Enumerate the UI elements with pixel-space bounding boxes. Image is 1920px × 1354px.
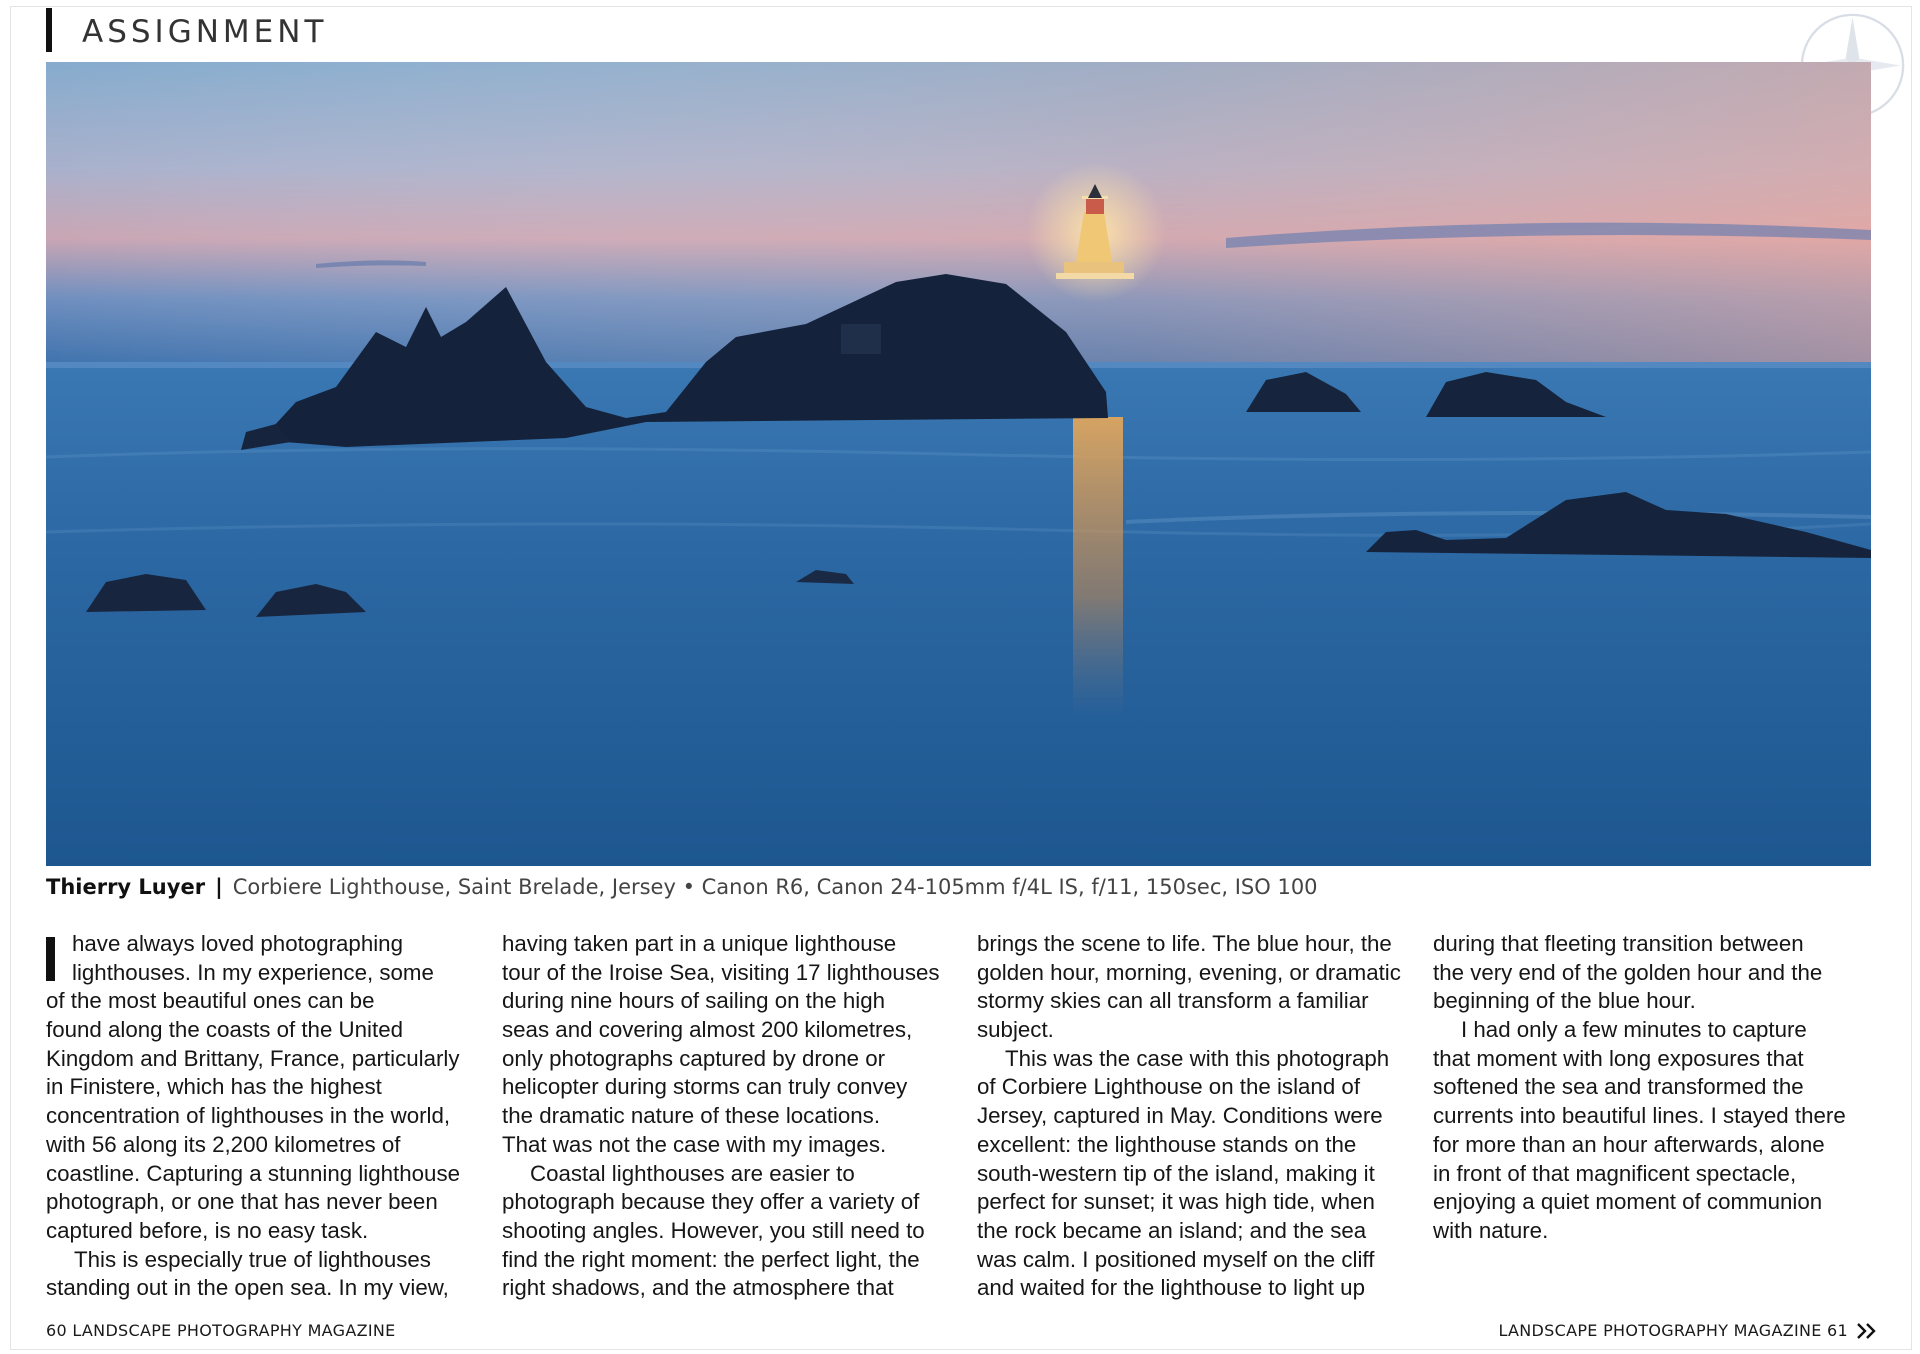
folio-left-page-number: 60 LANDSCAPE PHOTOGRAPHY MAGAZINE: [46, 1321, 396, 1340]
caption-separator: |: [215, 875, 223, 899]
text-line: currents into beautiful lines. I stayed there: [1433, 1103, 1846, 1129]
text-line: That was not the case with my images.: [502, 1131, 887, 1157]
text-line: softened the sea and transformed the: [1433, 1074, 1804, 1100]
photographer-name: Thierry Luyer: [46, 875, 206, 899]
text-line: subject.: [977, 1017, 1054, 1043]
section-title: ASSIGNMENT: [82, 14, 328, 50]
lighthouse-photo: [46, 62, 1871, 866]
text-line: stormy skies can all transform a familiar: [977, 988, 1369, 1014]
text-line: south-western tip of the island, making it: [977, 1160, 1375, 1186]
text-line: for more than an hour afterwards, alone: [1433, 1131, 1825, 1157]
article-column-2: [502, 930, 940, 1303]
article-column-1: [46, 930, 460, 1303]
text-line: that moment with long exposures that: [1433, 1045, 1804, 1071]
text-line: helicopter during storms can truly convey: [502, 1074, 908, 1100]
text-line: in Finistere, which has the highest: [46, 1074, 382, 1100]
text-line: lighthouses. In my experience, some: [72, 959, 434, 985]
text-line: found along the coasts of the United: [46, 1017, 404, 1043]
text-line: This is especially true of lighthouses: [74, 1246, 431, 1272]
text-line: photograph, or one that has never been: [46, 1189, 438, 1215]
text-line: of Corbiere Lighthouse on the island of: [977, 1074, 1361, 1100]
text-line: with nature.: [1433, 1217, 1549, 1243]
text-line: seas and covering almost 200 kilometres,: [502, 1017, 913, 1043]
text-line: the dramatic nature of these locations.: [502, 1103, 881, 1129]
folio-right-page-number: LANDSCAPE PHOTOGRAPHY MAGAZINE 61: [1498, 1321, 1848, 1340]
text-line: Jersey, captured in May. Conditions were: [977, 1103, 1383, 1129]
photo-details: Corbiere Lighthouse, Saint Brelade, Jersey • Canon R6, Canon 24-105mm f/4L IS, f/11, 150sec, ISO 100: [232, 875, 1318, 899]
text-line: shooting angles. However, you still need to: [502, 1217, 925, 1243]
text-line: having taken part in a unique lighthouse: [502, 931, 897, 956]
text-line: have always loved photographing: [72, 931, 403, 956]
text-line: in front of that magnificent spectacle,: [1433, 1160, 1797, 1186]
text-line: captured before, is no easy task.: [46, 1217, 369, 1243]
text-line: Coastal lighthouses are easier to: [530, 1160, 855, 1186]
drop-cap-letter: [46, 937, 55, 981]
text-line: with 56 along its 2,200 kilometres of: [46, 1131, 401, 1157]
text-line: I had only a few minutes to capture: [1461, 1017, 1807, 1043]
text-line: and waited for the lighthouse to light up: [977, 1275, 1365, 1301]
text-line: standing out in the open sea. In my view,: [46, 1275, 449, 1301]
text-line: the very end of the golden hour and the: [1433, 959, 1823, 985]
text-line: only photographs captured by drone or: [502, 1045, 886, 1071]
text-line: right shadows, and the atmosphere that: [502, 1275, 894, 1301]
text-line: of the most beautiful ones can be: [46, 988, 375, 1014]
text-line: golden hour, morning, evening, or dramatic: [977, 959, 1401, 985]
text-line: find the right moment: the perfect light, the: [502, 1246, 920, 1272]
text-line: coastline. Capturing a stunning lighthouse: [46, 1160, 461, 1186]
text-line: This was the case with this photograph: [1005, 1045, 1390, 1071]
text-line: brings the scene to life. The blue hour, the: [977, 931, 1392, 956]
text-line: tour of the Iroise Sea, visiting 17 lighthouses: [502, 959, 940, 985]
text-line: photograph because they offer a variety of: [502, 1189, 920, 1215]
text-line: enjoying a quiet moment of communion: [1433, 1189, 1823, 1215]
text-line: perfect for sunset; it was high tide, when: [977, 1189, 1375, 1215]
section-marker-bar: [46, 8, 52, 52]
text-line: concentration of lighthouses in the world,: [46, 1103, 451, 1129]
article-column-3: [977, 930, 1401, 1303]
text-line: excellent: the lighthouse stands on the: [977, 1131, 1357, 1157]
text-line: during that fleeting transition between: [1433, 931, 1804, 956]
text-line: during nine hours of sailing on the high: [502, 988, 886, 1014]
text-line: beginning of the blue hour.: [1433, 988, 1696, 1014]
double-chevron-right-icon[interactable]: [1855, 1320, 1879, 1342]
text-line: the rock became an island; and the sea: [977, 1217, 1367, 1243]
photo-caption: [46, 872, 1318, 902]
text-line: was calm. I positioned myself on the cliff: [977, 1246, 1375, 1272]
text-line: Kingdom and Brittany, France, particularly: [46, 1045, 460, 1071]
article-column-4: [1433, 930, 1846, 1246]
